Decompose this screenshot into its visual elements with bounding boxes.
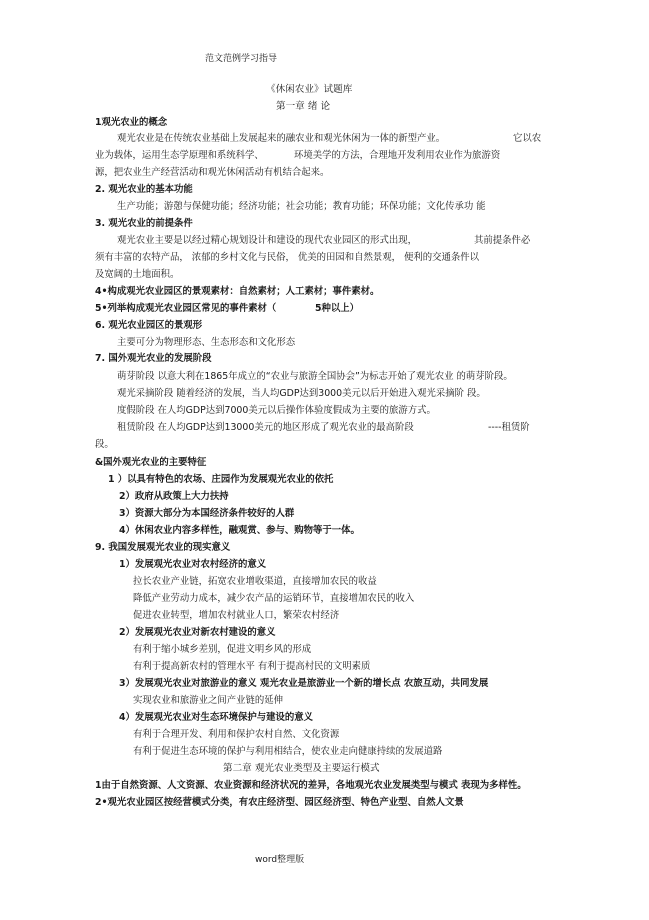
paragraph-line: 有利于促进生态环境的保护与利用相结合，使农业走向健康持续的发展道路 — [133, 746, 443, 757]
chapter-2-title: 第二章 观光农业类型及主要运行模式 — [223, 763, 380, 774]
list-item: 1 ）以具有特色的农场、庄园作为发展观光农业的依托 — [108, 474, 334, 485]
list-item: 4）发展观光农业对生态环境保护与建设的意义 — [119, 712, 314, 723]
paragraph-line: 观光农业主要是以经过精心规划设计和建设的现代农业园区的形式出现， — [117, 235, 418, 246]
chapter-2-item: 1由于自然资源、人文资源、农业资源和经济状况的差异，各地观光农业发展类型与模式 表现为多样性。 — [95, 780, 527, 791]
list-item: 2）发展观光农业对新农村建设的意义 — [119, 627, 276, 638]
paragraph-line: 有利于缩小城乡差别，促进文明乡风的形成 — [133, 644, 312, 655]
paragraph-line: 及宽阔的土地面积。 — [95, 269, 180, 280]
chapter-1-title: 第一章 绪 论 — [276, 101, 331, 112]
list-item: 3）资源大部分为本国经济条件较好的人群 — [119, 508, 295, 519]
paragraph-line: 观光农业是在传统农业基础上发展起来的融农业和观光休闲为一体的新型产业。 — [117, 133, 446, 144]
paragraph-line: 段。 — [95, 439, 114, 450]
list-item: 3）发展观光农业对旅游业的意义 观光农业是旅游业一个新的增长点 农旅互动，共同发展 — [119, 678, 489, 689]
list-item: 1）发展观光农业对农村经济的意义 — [119, 559, 267, 570]
paragraph-line: 生产功能；游憩与保健功能；经济功能；社会功能；教育功能；环保功能；文化传承功 能 — [117, 201, 486, 212]
paragraph-line: 降低产业劳动力成本，减少农产品的运销环节，直接增加农民的收入 — [133, 593, 415, 604]
paragraph-line: 主要可分为物理形态、生态形态和文化形态 — [117, 337, 296, 348]
paragraph-line: 度假阶段 在人均GDP达到7000美元以后操作体验度假成为主要的旅游方式。 — [117, 405, 436, 416]
section-8-heading: &国外观光农业的主要特征 — [95, 457, 207, 468]
section-9-heading: 9. 我国发展观光农业的现实意义 — [95, 542, 231, 553]
paragraph-line: 有利于提高新农村的管理水平 有利于提高村民的文明素质 — [133, 661, 371, 672]
paragraph-line: 促进农业转型，增加农村就业人口，繁荣农村经济 — [133, 610, 340, 621]
section-7-heading: 7. 国外观光农业的发展阶段 — [95, 353, 212, 364]
page-footer: word整理版 — [255, 855, 305, 865]
section-6-heading: 6. 观光农业园区的景观形 — [95, 320, 203, 331]
page-header: 范文范例学习指导 — [205, 54, 278, 64]
paragraph-line: 环境美学的方法，合理地开发利用农业作为旅游资 — [294, 150, 501, 161]
section-2-heading: 2. 观光农业的基本功能 — [95, 184, 193, 195]
section-4-heading: 4•构成观光农业园区的景观素材：自然素材；人工素材；事件素材。 — [95, 286, 380, 297]
paragraph-line: 租赁阶段 在人均GDP达到13000美元的地区形成了观光农业的最高阶段 — [117, 422, 414, 433]
document-title: 《休闲农业》试题库 — [266, 84, 353, 95]
section-1-heading: 1观光农业的概念 — [95, 117, 168, 128]
section-3-heading: 3. 观光农业的前提条件 — [95, 218, 193, 229]
paragraph-line: ----租赁阶 — [488, 422, 530, 433]
paragraph-line: 源，把农业生产经营活动和观光休闲活动有机结合起来。 — [95, 167, 330, 178]
paragraph-line: 观光采摘阶段 随着经济的发展，当人均GDP达到3000美元以后开始进入观光采摘阶 段。 — [117, 388, 486, 399]
section-5-heading-tail: 5种以上） — [315, 303, 360, 314]
paragraph-line: 业为载体，运用生态学原理和系统科学、 — [95, 150, 264, 161]
list-item: 2）政府从政策上大力扶持 — [119, 491, 229, 502]
paragraph-line: 它以农 — [513, 133, 542, 144]
paragraph-line: 其前提条件必 — [474, 235, 531, 246]
paragraph-line: 拉长农业产业链，拓宽农业增收渠道，直接增加农民的收益 — [133, 576, 377, 587]
chapter-2-item: 2•观光农业园区按经营模式分类，有农庄经济型、园区经济型、特色产业型、自然人文景 — [95, 797, 464, 808]
section-5-heading: 5•列举构成观光农业园区常见的事件素材（ — [95, 303, 277, 314]
paragraph-line: 萌芽阶段 以意大利在1865年成立的“农业与旅游全国协会”为标志开始了观光农业 的萌芽阶段。 — [117, 371, 513, 382]
paragraph-line: 有利于合理开发、利用和保护农村自然、文化资源 — [133, 729, 340, 740]
paragraph-line: 须有丰富的农特产品， 浓郁的乡村文化与民俗， 优美的田园和自然景观， 便利的交通条件以 — [95, 252, 479, 263]
paragraph-line: 实现农业和旅游业之间产业链的延伸 — [133, 695, 284, 706]
list-item: 4）休闲农业内容多样性，融观赏、参与、购物等于一体。 — [119, 525, 360, 536]
